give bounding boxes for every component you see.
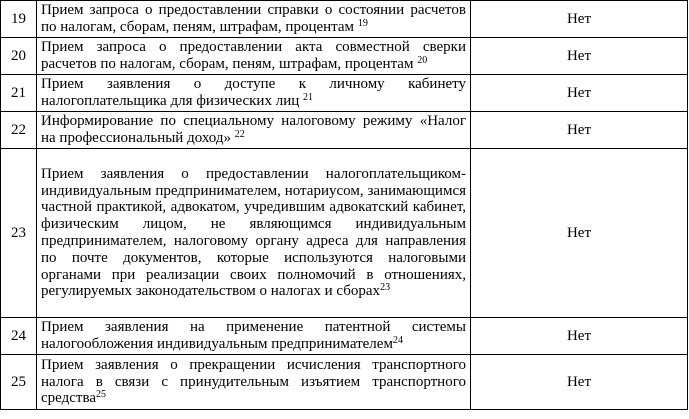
footnote-ref: 25 [96,389,107,401]
table-row [1,318,688,355]
footnote-ref: 22 [234,129,245,140]
service-value: Нет [471,112,688,149]
row-number: 23 [1,149,37,318]
row-number: 20 [1,38,37,75]
row-number: 21 [1,75,37,112]
row-number: 24 [1,318,37,355]
row-number: 25 [1,355,37,410]
service-description [37,38,471,75]
table-row [1,1,688,38]
footnote-ref: 20 [417,55,428,66]
table-row [1,355,688,410]
service-text: Прием заявления о прекращении исчисления транспортного налога в связи с принудительным изъятием транспортного средства [41,356,466,407]
service-value: Нет [471,1,688,38]
table-row [1,112,688,149]
table-row [1,38,688,75]
service-text: Информирование по специальному налоговому режиму «Налог на профессиональный доход» [41,113,466,146]
service-value: Нет [471,75,688,112]
service-text: Прием заявления о доступе к личному кабинету налогоплательщика для физических лиц [41,76,466,109]
row-number: 22 [1,112,37,149]
service-value: Нет [471,318,688,355]
service-value: Нет [471,149,688,318]
service-text: Прием заявления о предоставлении налогоплательщиком-индивидуальным предпринимателем, нотариусом, занимающимся частной практикой, адвокатом, учредившим адвокатский кабинет, физическим лицом, не являющимся индивидуальным предпринимателем, налоговому органу адреса для направления по почте документов, которые используются налоговыми органами при реализации своих полномочий в отношениях, регулируемых законодательством о налогах и сборах [41,165,466,300]
service-description [37,112,471,149]
service-text: Прием запроса о предоставлении справки о состоянии расчетов по налогам, сборам, пеням, штрафам, процентам [41,2,466,35]
row-number: 19 [1,1,37,38]
table-row [1,75,688,112]
table-row [1,149,688,318]
footnote-ref: 21 [303,92,314,103]
footnote-ref: 19 [357,18,368,29]
service-text: Прием заявления на применение патентной системы налогообложения индивидуальным предпринимателем [41,319,466,352]
service-description [37,75,471,112]
service-description [37,149,471,318]
service-value: Нет [471,355,688,410]
service-text: Прием запроса о предоставлении акта совместной сверки расчетов по налогам, сборам, пеням, штрафам, процентам [41,39,466,72]
footnote-ref: 23 [380,282,391,294]
service-description [37,1,471,38]
service-description [37,318,471,355]
service-value: Нет [471,38,688,75]
service-description [37,355,471,410]
footnote-ref: 24 [392,335,403,346]
